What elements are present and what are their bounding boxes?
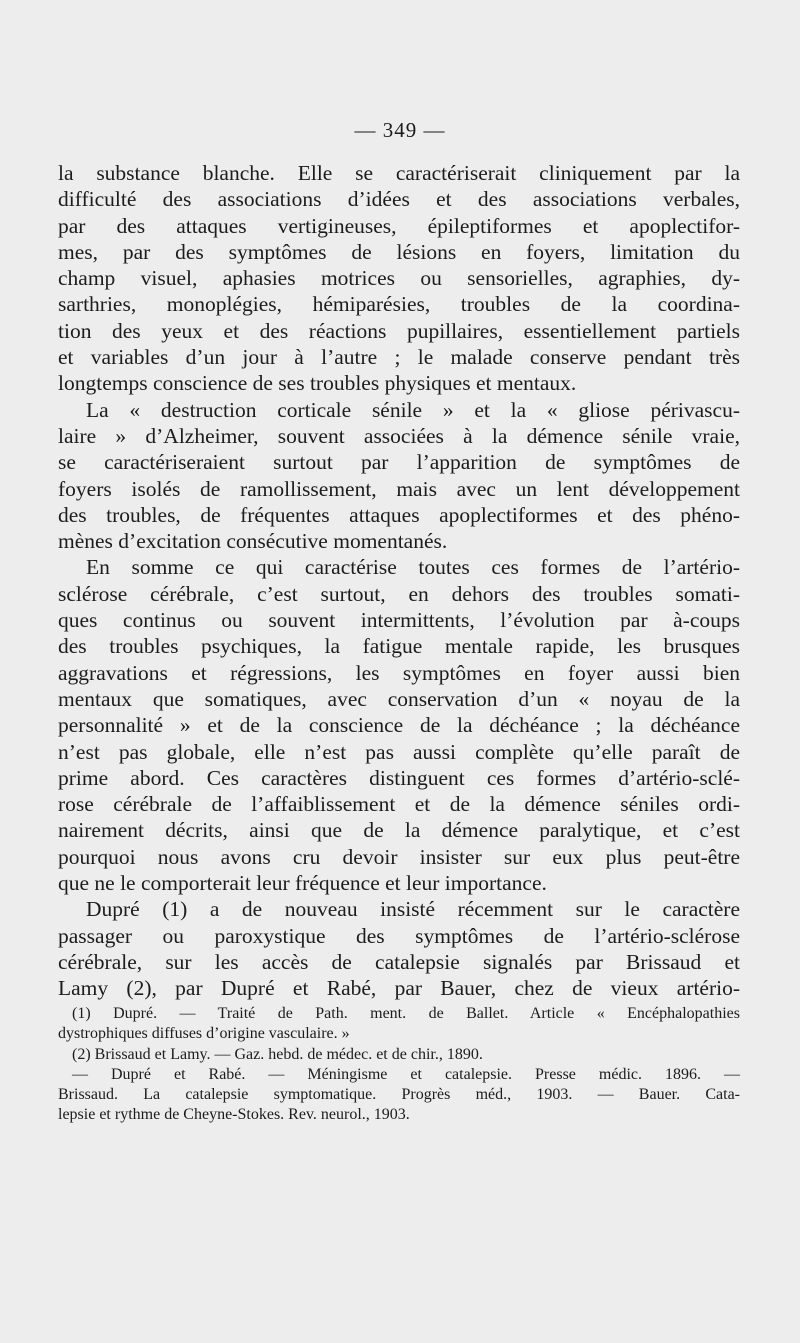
body-text	[58, 160, 740, 1002]
body-line: se caractériseraient surtout par l’apparition de symptômes de	[58, 450, 740, 475]
body-line: personnalité » et de la conscience de la déchéance ; la déchéance	[58, 713, 740, 738]
body-line: ques continus ou souvent intermittents, l’évolution par à-coups	[58, 608, 740, 633]
body-line: La « destruction corticale sénile » et la « gliose périvascu-	[86, 397, 740, 422]
body-line: cérébrale, sur les accès de catalepsie signalés par Brissaud et	[58, 949, 740, 974]
body-line: laire » d’Alzheimer, souvent associées à la démence sénile vraie,	[58, 423, 740, 448]
body-line: passager ou paroxystique des symptômes de l’artério-sclérose	[58, 923, 740, 948]
body-line: champ visuel, aphasies motrices ou sensorielles, agraphies, dy-	[58, 266, 740, 291]
body-line: n’est pas globale, elle n’est pas aussi complète qu’elle paraît de	[58, 739, 740, 764]
footnote-line: (1) Dupré. — Traité de Path. ment. de Ballet. Article « Encéphalopathies	[72, 1005, 740, 1022]
body-line: En somme ce qui caractérise toutes ces formes de l’artério-	[86, 555, 740, 580]
body-line: difficulté des associations d’idées et des associations verbales,	[58, 187, 740, 212]
body-line: sclérose cérébrale, c’est surtout, en dehors des troubles somati-	[58, 581, 740, 606]
body-line: foyers isolés de ramollissement, mais avec un lent développement	[58, 476, 740, 501]
body-line: des troubles psychiques, la fatigue mentale rapide, les brusques	[58, 634, 740, 659]
body-line: et variables d’un jour à l’autre ; le malade conserve pendant très	[58, 345, 740, 370]
body-line: mentaux que somatiques, avec conservation d’un « noyau de la	[58, 686, 740, 711]
body-line: mènes d’excitation consécutive momentanés.	[58, 529, 448, 554]
page-number: — 349 —	[354, 118, 446, 142]
footnote-line: Brissaud. La catalepsie symptomatique. Progrès méd., 1903. — Bauer. Cata-	[58, 1086, 740, 1104]
body-line: tion des yeux et des réactions pupillaires, essentiellement partiels	[58, 318, 740, 343]
body-line: par des attaques vertigineuses, épileptiformes et apoplectifor-	[58, 213, 740, 238]
footnote-line: — Dupré et Rabé. — Méningisme et catalepsie. Presse médic. 1896. —	[72, 1065, 740, 1083]
body-line: Lamy (2), par Dupré et Rabé, par Bauer, chez de vieux artério-	[58, 976, 740, 1001]
footnote-line: lepsie et rythme de Cheyne-Stokes. Rev. neurol., 1903.	[58, 1106, 410, 1124]
footnotes	[58, 1004, 740, 1126]
body-line: pourquoi nous avons cru devoir insister sur eux plus peut-être	[58, 844, 740, 869]
footnote-line: dystrophiques diffuses d’origine vasculaire. »	[58, 1025, 350, 1043]
body-line: Dupré (1) a de nouveau insisté récemment sur le caractère	[86, 897, 740, 922]
body-line: prime abord. Ces caractères distinguent ces formes d’artério-sclé-	[58, 765, 740, 790]
body-line: nairement décrits, ainsi que de la démence paralytique, et c’est	[58, 818, 740, 843]
body-line: la substance blanche. Elle se caractériserait cliniquement par la	[58, 161, 740, 185]
body-line: des troubles, de fréquentes attaques apoplectiformes et des phéno-	[58, 502, 740, 527]
body-line: longtemps conscience de ses troubles physiques et mentaux.	[58, 371, 577, 396]
body-line: rose cérébrale de l’affaiblissement et de la démence séniles ordi-	[58, 792, 740, 817]
body-line: que ne le comporterait leur fréquence et leur importance.	[58, 871, 547, 896]
body-line: sarthries, monoplégies, hémiparésies, troubles de la coordina-	[58, 292, 740, 317]
body-line: mes, par des symptômes de lésions en foyers, limitation du	[58, 239, 740, 264]
footnote-line: (2) Brissaud et Lamy. — Gaz. hebd. de médec. et de chir., 1890.	[72, 1045, 483, 1063]
body-line: aggravations et régressions, les symptômes en foyer aussi bien	[58, 660, 740, 685]
